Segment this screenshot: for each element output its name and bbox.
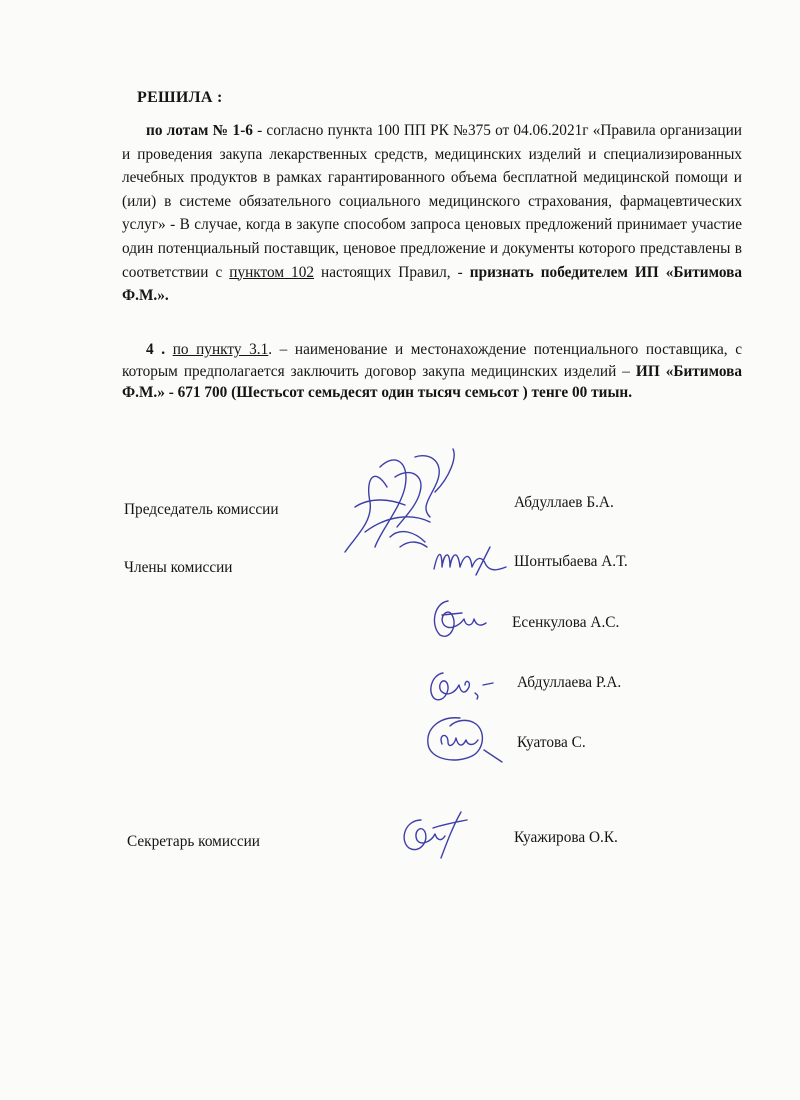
lots-lead: по лотам № 1-6 [146, 122, 253, 139]
chair-label: Председатель комиссии [124, 501, 279, 518]
member-name-4: Куатова С. [517, 734, 586, 751]
secretary-label: Секретарь комиссии [127, 833, 260, 850]
contract-amount: ИП «Битимова Ф.М.» - 671 700 (Шестьсот семьдесят один тысяч семьсот ) тенге 00 тиын. [122, 362, 743, 401]
secretary-name: Куажирова О.К. [514, 829, 618, 846]
member-name-1: Шонтыбаева А.Т. [514, 553, 628, 570]
secretary-signature-icon [395, 806, 470, 864]
decision-paragraph-contract [122, 339, 742, 404]
contract-text-a: . – наименование и местонахождение потенциального поставщика, с которым предполагается заключить договор закупа медицинских изделий – [122, 341, 742, 380]
member-4-signature-icon [420, 710, 510, 770]
rule-3-1-link[interactable]: по пункту 3.1 [172, 341, 269, 358]
member-3-signature-icon [425, 665, 495, 705]
members-label: Члены комиссии [124, 559, 233, 576]
member-name-2: Есенкулова А.С. [512, 614, 620, 631]
rule-102-link[interactable]: пунктом 102 [229, 263, 314, 281]
chair-name: Абдуллаев Б.А. [514, 494, 614, 511]
member-name-3: Абдуллаева Р.А. [517, 674, 622, 691]
member-1-signature-icon [430, 541, 510, 579]
lots-text-b: настоящих Правил, - [314, 263, 470, 281]
decision-heading: РЕШИЛА : [137, 89, 223, 106]
lots-text-a: - согласно пункта 100 ПП РК №375 от 04.06.2021г «Правила организации и проведения закупа лекарственных средств, медицинских изделий и специализированных лечебных продуктов в рамках гарантированного объема бесплатной медицинской помощи и (или) в системе обязательного социального медицинского страхования, фармацевтических услуг» - В случае, когда в закупе способом запроса ценовых предложений принимает участие один потенциальный поставщик, ценовое предложение и документы которого представлены в соответствии с [122, 122, 742, 281]
item-number: 4 . [146, 341, 166, 358]
member-2-signature-icon [428, 595, 488, 643]
winner-statement: признать победителем ИП «Битимова Ф.М.». [122, 263, 742, 305]
decision-paragraph-lots [122, 119, 742, 308]
